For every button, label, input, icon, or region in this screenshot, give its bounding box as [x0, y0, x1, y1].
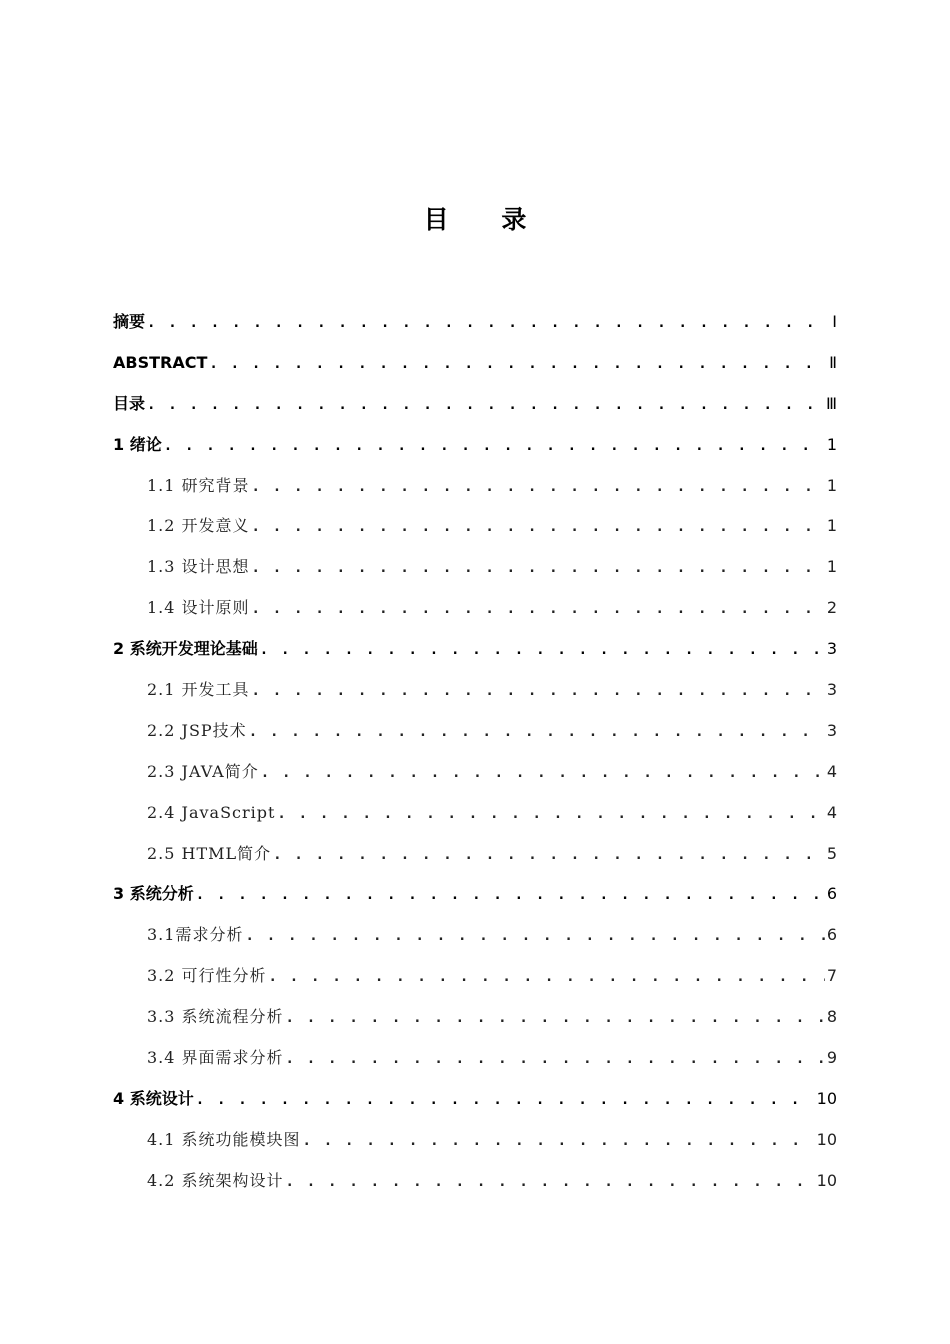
- toc-entry-label: 3.1需求分析: [147, 925, 244, 945]
- toc-dot-leader: [303, 1121, 815, 1162]
- page-title: 目 录: [423, 205, 549, 234]
- toc-entry-label: 1 绪论: [113, 434, 162, 454]
- toc-page-number: 2: [826, 598, 837, 618]
- toc-entry-label: 摘要: [113, 312, 146, 331]
- toc-page-number: 7: [826, 966, 837, 986]
- toc-entry-label: 1.3 设计思想: [147, 557, 250, 577]
- toc-entry-label: ABSTRACT: [113, 352, 208, 372]
- toc-entry-label: 3.4 界面需求分析: [147, 1048, 284, 1068]
- toc-page-number: 4: [826, 761, 837, 781]
- toc-page-number: Ⅲ: [825, 393, 837, 413]
- toc-page-number: 3: [826, 680, 837, 700]
- toc-dot-leader: [273, 835, 825, 876]
- toc-dot-leader: [196, 875, 825, 916]
- toc-entry-label: 3.3 系统流程分析: [147, 1007, 284, 1027]
- toc-dot-leader: [252, 548, 825, 589]
- toc-entry-label: 2.4 JavaScript: [147, 802, 276, 822]
- toc-page-number: 10: [816, 1170, 837, 1190]
- toc-entry-label: 4.1 系统功能模块图: [147, 1129, 301, 1149]
- toc-entry-label: 3.2 可行性分析: [147, 966, 267, 986]
- toc-entry[interactable]: [113, 302, 837, 343]
- toc-subentry[interactable]: [113, 1161, 837, 1202]
- toc-entry-label: 2.5 HTML简介: [147, 843, 272, 863]
- table-of-contents: [113, 302, 837, 1202]
- toc-dot-leader: [261, 753, 825, 794]
- toc-dot-leader: [252, 467, 825, 508]
- toc-dot-leader: [252, 507, 825, 548]
- toc-dot-leader: [286, 1162, 815, 1203]
- toc-dot-leader: [147, 303, 830, 344]
- toc-dot-leader: [147, 385, 824, 426]
- toc-entry-label: 1.2 开发意义: [147, 516, 250, 536]
- toc-page-number: 5: [826, 843, 837, 863]
- toc-page-number: 4: [826, 802, 837, 822]
- toc-dot-leader: [277, 794, 824, 835]
- toc-dot-leader: [196, 1080, 815, 1121]
- toc-dot-leader: [209, 344, 827, 385]
- toc-dot-leader: [286, 1039, 825, 1080]
- toc-subentry[interactable]: [113, 834, 837, 875]
- toc-entry-label: 4 系统设计: [113, 1088, 194, 1108]
- toc-page-number: 1: [826, 557, 837, 577]
- toc-page-number: 9: [826, 1048, 837, 1068]
- toc-subentry[interactable]: [113, 547, 837, 588]
- toc-dot-leader: [249, 712, 825, 753]
- toc-subentry[interactable]: [113, 588, 837, 629]
- toc-page-number: Ⅱ: [829, 352, 837, 372]
- toc-entry-label: 1.1 研究背景: [147, 475, 250, 495]
- toc-entry-label: 目录: [113, 393, 146, 413]
- toc-page-number: 3: [826, 720, 837, 740]
- toc-subentry[interactable]: [113, 956, 837, 997]
- toc-dot-leader: [269, 957, 825, 998]
- toc-subentry[interactable]: [113, 752, 837, 793]
- toc-dot-leader: [260, 630, 825, 671]
- toc-entry-label: 2 系统开发理论基础: [113, 639, 258, 659]
- toc-entry-label: 2.3 JAVA简介: [147, 761, 259, 781]
- toc-subentry[interactable]: [113, 793, 837, 834]
- toc-subentry[interactable]: [113, 997, 837, 1038]
- toc-entry-label: 1.4 设计原则: [147, 598, 250, 618]
- toc-page-number: 1: [826, 434, 837, 454]
- toc-page-number: 6: [826, 925, 837, 945]
- toc-page-number: 8: [826, 1007, 837, 1027]
- toc-dot-leader: [252, 671, 825, 712]
- toc-entry[interactable]: [113, 1079, 837, 1120]
- toc-entry-label: 3 系统分析: [113, 884, 194, 904]
- toc-page-number: 3: [826, 639, 837, 659]
- toc-subentry[interactable]: [113, 1038, 837, 1079]
- toc-page-number: 6: [826, 884, 837, 904]
- toc-entry[interactable]: [113, 874, 837, 915]
- toc-subentry[interactable]: [113, 1120, 837, 1161]
- toc-subentry[interactable]: [113, 711, 837, 752]
- toc-entry[interactable]: [113, 425, 837, 466]
- toc-subentry[interactable]: [113, 915, 837, 956]
- toc-entry-label: 2.1 开发工具: [147, 680, 250, 700]
- toc-page-number: 1: [826, 516, 837, 536]
- toc-entry[interactable]: [113, 343, 837, 384]
- toc-subentry[interactable]: [113, 506, 837, 547]
- toc-page-number: Ⅰ: [832, 312, 837, 331]
- toc-page-number: 10: [816, 1088, 837, 1108]
- toc-page-number: 1: [826, 475, 837, 495]
- toc-dot-leader: [164, 426, 825, 467]
- toc-entry[interactable]: [113, 629, 837, 670]
- toc-entry-label: 4.2 系统架构设计: [147, 1170, 284, 1190]
- toc-subentry[interactable]: [113, 466, 837, 507]
- toc-dot-leader: [286, 998, 825, 1039]
- toc-entry[interactable]: [113, 384, 837, 425]
- toc-dot-leader: [245, 916, 824, 957]
- toc-dot-leader: [252, 589, 825, 630]
- toc-page-number: 10: [816, 1129, 837, 1149]
- toc-subentry[interactable]: [113, 670, 837, 711]
- toc-entry-label: 2.2 JSP技术: [147, 720, 247, 740]
